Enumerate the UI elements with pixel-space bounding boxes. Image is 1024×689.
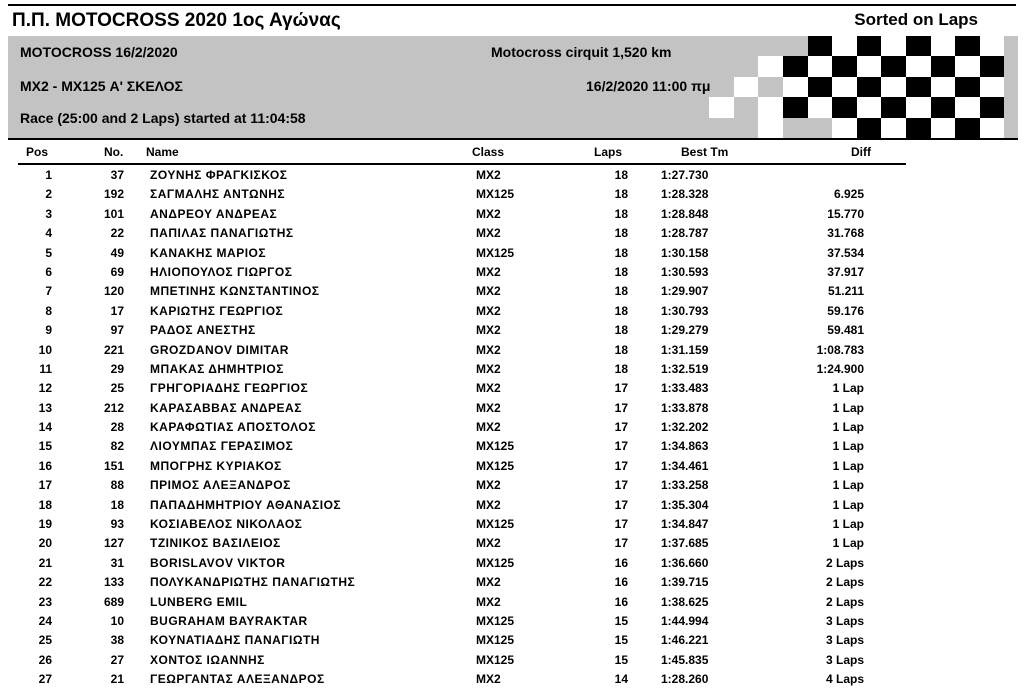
pos-cell: 17 [38, 478, 52, 493]
class-cell: MX125 [476, 245, 515, 260]
class-cell: MX2 [476, 594, 501, 609]
flag-square [906, 77, 931, 97]
table-row [0, 301, 1024, 320]
rider-name-cell: ΚΑΡΙΩΤΗΣ ΓΕΩΡΓΙΟΣ [150, 303, 284, 318]
pos-cell: 25 [38, 633, 52, 648]
rider-name-cell: ΠΑΠΑΔΗΜΗΤΡΙΟΥ ΑΘΑΝΑΣΙΟΣ [150, 497, 342, 512]
table-row [0, 592, 1024, 611]
table-row [0, 320, 1024, 339]
laps-cell: 16 [614, 555, 628, 570]
best-time-cell: 1:38.625 [661, 594, 709, 609]
best-time-cell: 1:33.878 [661, 400, 709, 415]
number-cell: 28 [110, 420, 124, 435]
pos-cell: 10 [38, 342, 52, 357]
number-cell: 27 [110, 652, 124, 667]
col-best: Best Tm [681, 145, 729, 159]
pos-cell: 22 [38, 575, 52, 590]
number-cell: 29 [110, 361, 124, 376]
best-time-cell: 1:35.304 [661, 497, 709, 512]
number-cell: 38 [110, 633, 124, 648]
laps-cell: 14 [614, 672, 628, 687]
class-cell: MX125 [476, 633, 515, 648]
flag-square [980, 56, 1005, 76]
table-row [0, 669, 1024, 688]
flag-square [955, 77, 980, 97]
flag-square [980, 77, 1005, 97]
rider-name-cell: ΜΠΕΤΙΝΗΣ ΚΩΝΣΤΑΝΤΙΝΟΣ [150, 284, 320, 299]
diff-cell: 1 Lap [832, 420, 864, 435]
number-cell: 133 [103, 575, 124, 590]
pos-cell: 24 [38, 613, 52, 628]
table-row [0, 340, 1024, 359]
laps-cell: 18 [614, 323, 628, 338]
best-time-cell: 1:30.158 [661, 245, 709, 260]
laps-cell: 18 [614, 226, 628, 241]
best-time-cell: 1:34.847 [661, 517, 709, 532]
table-row [0, 378, 1024, 397]
laps-cell: 17 [614, 517, 628, 532]
table-header [0, 145, 1024, 163]
number-cell: 221 [103, 342, 124, 357]
laps-cell: 18 [614, 303, 628, 318]
table-row [0, 572, 1024, 591]
diff-cell: 59.176 [827, 303, 864, 318]
diff-cell: 2 Laps [825, 575, 864, 590]
flag-square [758, 118, 783, 138]
rider-name-cell: GROZDANOV DIMITAR [150, 342, 289, 357]
laps-cell: 17 [614, 536, 628, 551]
col-laps: Laps [594, 145, 623, 159]
circuit-info: Motocross cirquit 1,520 km [491, 44, 672, 60]
diff-cell: 1 Lap [832, 458, 864, 473]
title-bar [8, 4, 1016, 36]
rider-name-cell: ΓΕΩΡΓΑΝΤΑΣ ΑΛΕΞΑΝΔΡΟΣ [150, 672, 325, 687]
laps-cell: 18 [614, 168, 628, 182]
diff-cell: 1 Lap [832, 478, 864, 493]
best-time-cell: 1:34.461 [661, 458, 709, 473]
col-pos: Pos [26, 145, 49, 159]
rider-name-cell: ΧΟΝΤΟΣ ΙΩΑΝΝΗΣ [150, 652, 265, 667]
class-cell: MX2 [476, 303, 501, 318]
flag-square [808, 77, 833, 97]
laps-cell: 16 [614, 575, 628, 590]
diff-cell: 4 Laps [825, 672, 864, 687]
number-cell: 151 [103, 458, 124, 473]
laps-cell: 18 [614, 245, 628, 260]
flag-square [881, 56, 906, 76]
best-time-cell: 1:28.787 [661, 226, 709, 241]
flag-square [783, 97, 808, 117]
page-title: Π.Π. MOTOCROSS 2020 1ος Αγώνας [12, 10, 341, 31]
diff-cell: 3 Laps [825, 613, 864, 628]
best-time-cell: 1:32.519 [661, 361, 709, 376]
class-cell: MX2 [476, 536, 501, 551]
number-cell: 88 [110, 478, 124, 493]
pos-cell: 7 [45, 284, 52, 299]
class-cell: MX2 [476, 420, 501, 435]
flag-square [955, 56, 980, 76]
diff-cell: 1 Lap [832, 439, 864, 454]
pos-cell: 27 [38, 672, 52, 687]
rider-name-cell: ΜΠΟΓΡΗΣ ΚΥΡΙΑΚΟΣ [150, 458, 282, 473]
number-cell: 192 [103, 187, 124, 202]
pos-cell: 9 [45, 323, 52, 338]
pos-cell: 12 [38, 381, 52, 396]
class-cell: MX125 [476, 439, 515, 454]
number-cell: 17 [110, 303, 124, 318]
table-row [0, 165, 1024, 184]
pos-cell: 3 [45, 206, 52, 221]
class-cell: MX2 [476, 168, 501, 182]
diff-cell: 3 Laps [825, 652, 864, 667]
laps-cell: 18 [614, 342, 628, 357]
event-name: MOTOCROSS 16/2/2020 [20, 44, 178, 60]
laps-cell: 17 [614, 381, 628, 396]
pos-cell: 26 [38, 652, 52, 667]
number-cell: 689 [103, 594, 124, 609]
number-cell: 69 [110, 264, 124, 279]
flag-square [808, 56, 833, 76]
best-time-cell: 1:37.685 [661, 536, 709, 551]
pos-cell: 20 [38, 536, 52, 551]
table-row [0, 398, 1024, 417]
table-row [0, 184, 1024, 203]
col-diff: Diff [851, 145, 871, 159]
laps-cell: 18 [614, 206, 628, 221]
flag-square [808, 97, 833, 117]
diff-cell: 1 Lap [832, 400, 864, 415]
diff-cell: 1 Lap [832, 381, 864, 396]
rider-name-cell: ΚΟΥΝΑΤΙΑΔΗΣ ΠΑΝΑΓΙΩΤΗ [150, 633, 320, 648]
flag-square [931, 118, 956, 138]
flag-square [783, 77, 808, 97]
rider-name-cell: ΚΑΝΑΚΗΣ ΜΑΡΙΟΣ [150, 245, 267, 260]
laps-cell: 16 [614, 594, 628, 609]
table-row [0, 417, 1024, 436]
pos-cell: 19 [38, 517, 52, 532]
number-cell: 127 [103, 536, 124, 551]
pos-cell: 8 [45, 303, 52, 318]
col-no: No. [104, 145, 124, 159]
class-cell: MX125 [476, 555, 515, 570]
laps-cell: 15 [614, 613, 628, 628]
flag-square [906, 118, 931, 138]
number-cell: 18 [110, 497, 124, 512]
best-time-cell: 1:29.907 [661, 284, 709, 299]
rider-name-cell: ΗΛΙΟΠΟΥΛΟΣ ΓΙΩΡΓΟΣ [150, 264, 293, 279]
laps-cell: 15 [614, 633, 628, 648]
number-cell: 120 [103, 284, 124, 299]
table-row [0, 533, 1024, 552]
pos-cell: 5 [45, 245, 52, 260]
laps-cell: 17 [614, 420, 628, 435]
flag-square [857, 56, 882, 76]
pos-cell: 6 [45, 264, 52, 279]
rider-name-cell: ΣΑΓΜΑΛΗΣ ΑΝΤΩΝΗΣ [150, 187, 286, 202]
rider-name-cell: ΓΡΗΓΟΡΙΑΔΗΣ ΓΕΩΡΓΙΟΣ [150, 381, 309, 396]
number-cell: 97 [110, 323, 124, 338]
class-cell: MX125 [476, 613, 515, 628]
diff-cell: 2 Laps [825, 555, 864, 570]
table-row [0, 611, 1024, 630]
table-row [0, 456, 1024, 475]
number-cell: 10 [110, 613, 124, 628]
number-cell: 93 [110, 517, 124, 532]
table-row [0, 281, 1024, 300]
diff-cell: 37.917 [827, 264, 864, 279]
class-cell: MX125 [476, 652, 515, 667]
class-cell: MX125 [476, 517, 515, 532]
flag-square [832, 56, 857, 76]
diff-cell: 37.534 [827, 245, 864, 260]
diff-cell: 1:24.900 [816, 361, 864, 376]
col-class: Class [472, 145, 505, 159]
pos-cell: 18 [38, 497, 52, 512]
diff-cell: 1 Lap [832, 517, 864, 532]
class-cell: MX125 [476, 458, 515, 473]
class-cell: MX2 [476, 226, 501, 241]
laps-cell: 17 [614, 497, 628, 512]
number-cell: 22 [110, 226, 124, 241]
best-time-cell: 1:44.994 [661, 613, 709, 628]
best-time-cell: 1:27.730 [661, 168, 709, 182]
table-row [0, 204, 1024, 223]
number-cell: 212 [103, 400, 124, 415]
best-time-cell: 1:33.483 [661, 381, 709, 396]
flag-square [734, 77, 759, 97]
flag-square [832, 77, 857, 97]
flag-square [881, 97, 906, 117]
rider-name-cell: ΤΖΙΝΙΚΟΣ ΒΑΣΙΛΕΙΟΣ [150, 536, 281, 551]
diff-cell: 51.211 [827, 284, 864, 299]
flag-square [931, 56, 956, 76]
flag-square [980, 118, 1005, 138]
best-time-cell: 1:31.159 [661, 342, 709, 357]
class-cell: MX125 [476, 187, 515, 202]
table-row [0, 223, 1024, 242]
best-time-cell: 1:28.328 [661, 187, 709, 202]
laps-cell: 17 [614, 458, 628, 473]
class-cell: MX2 [476, 575, 501, 590]
number-cell: 82 [110, 439, 124, 454]
diff-cell: 1:08.783 [816, 342, 864, 357]
class-cell: MX2 [476, 361, 501, 376]
best-time-cell: 1:30.593 [661, 264, 709, 279]
table-row [0, 262, 1024, 281]
class-cell: MX2 [476, 497, 501, 512]
number-cell: 37 [110, 168, 124, 182]
number-cell: 25 [110, 381, 124, 396]
rider-name-cell: ΖΟΥΝΗΣ ΦΡΑΓΚΙΣΚΟΣ [150, 168, 288, 182]
table-row [0, 359, 1024, 378]
flag-square [881, 77, 906, 97]
flag-square [881, 118, 906, 138]
laps-cell: 18 [614, 264, 628, 279]
rider-name-cell: ΜΠΑΚΑΣ ΔΗΜΗΤΡΙΟΣ [150, 361, 284, 376]
laps-cell: 18 [614, 361, 628, 376]
table-row [0, 650, 1024, 669]
class-cell: MX2 [476, 478, 501, 493]
rider-name-cell: ΚΑΡΑΣΑΒΒΑΣ ΑΝΔΡΕΑΣ [150, 400, 302, 415]
best-time-cell: 1:33.258 [661, 478, 709, 493]
pos-cell: 21 [38, 555, 52, 570]
diff-cell: 59.481 [827, 323, 864, 338]
laps-cell: 18 [614, 187, 628, 202]
pos-cell: 11 [39, 361, 52, 376]
class-cell: MX2 [476, 400, 501, 415]
class-cell: MX2 [476, 323, 501, 338]
results-table [0, 165, 1024, 689]
col-name: Name [146, 145, 179, 159]
diff-cell: 15.770 [827, 206, 864, 221]
table-row [0, 475, 1024, 494]
rider-name-cell: ΚΑΡΑΦΩΤΙΑΣ ΑΠΟΣΤΟΛΟΣ [150, 420, 316, 435]
rider-name-cell: BUGRAHAM BAYRAKTAR [150, 613, 308, 628]
rider-name-cell: LUNBERG EMIL [150, 594, 248, 609]
sort-label: Sorted on Laps [854, 10, 978, 29]
table-row [0, 630, 1024, 649]
flag-square [931, 36, 956, 56]
flag-square [955, 118, 980, 138]
flag-square [955, 97, 980, 117]
flag-square [832, 97, 857, 117]
diff-cell: 6.925 [833, 187, 864, 202]
laps-cell: 17 [614, 439, 628, 454]
pos-cell: 4 [45, 226, 52, 241]
flag-square [980, 97, 1005, 117]
table-row [0, 436, 1024, 455]
flag-square [931, 97, 956, 117]
flag-square [857, 118, 882, 138]
rider-name-cell: ΠΟΛΥΚΑΝΔΡΙΩΤΗΣ ΠΑΝΑΓΙΩΤΗΣ [150, 575, 356, 590]
diff-cell: 1 Lap [832, 536, 864, 551]
table-row [0, 495, 1024, 514]
rider-name-cell: ΛΙΟΥΜΠΑΣ ΓΕΡΑΣΙΜΟΣ [150, 439, 294, 454]
best-time-cell: 1:28.848 [661, 206, 709, 221]
table-row [0, 553, 1024, 572]
laps-cell: 17 [614, 478, 628, 493]
number-cell: 21 [110, 672, 124, 687]
table-row [0, 514, 1024, 533]
number-cell: 49 [110, 245, 124, 260]
class-cell: MX2 [476, 672, 501, 687]
flag-square [857, 77, 882, 97]
pos-cell: 15 [38, 439, 52, 454]
rider-name-cell: ΚΟΣΙΑΒΕΛΟΣ ΝΙΚΟΛΑΟΣ [150, 517, 303, 532]
best-time-cell: 1:39.715 [661, 575, 709, 590]
flag-square [857, 36, 882, 56]
flag-square [980, 36, 1005, 56]
pos-cell: 14 [38, 420, 52, 435]
flag-square [832, 118, 857, 138]
laps-cell: 17 [614, 400, 628, 415]
flag-square [906, 56, 931, 76]
flag-square [808, 36, 833, 56]
best-time-cell: 1:46.221 [661, 633, 709, 648]
rider-name-cell: ΠΑΠΙΛΑΣ ΠΑΝΑΓΙΩΤΗΣ [150, 226, 294, 241]
race-datetime: 16/2/2020 11:00 πμ [586, 78, 711, 94]
best-time-cell: 1:30.793 [661, 303, 709, 318]
diff-cell: 2 Laps [825, 594, 864, 609]
best-time-cell: 1:45.835 [661, 652, 709, 667]
flag-square [709, 97, 734, 117]
flag-square [832, 36, 857, 56]
pos-cell: 1 [45, 168, 52, 182]
flag-square [955, 36, 980, 56]
flag-square [906, 36, 931, 56]
race-class: MX2 - MX125 Α' ΣΚΕΛΟΣ [20, 78, 183, 94]
rider-name-cell: ΡΑΔΟΣ ΑΝΕΣΤΗΣ [150, 323, 256, 338]
pos-cell: 16 [38, 458, 52, 473]
rider-name-cell: ΑΝΔΡΕΟΥ ΑΝΔΡΕΑΣ [150, 206, 278, 221]
best-time-cell: 1:36.660 [661, 555, 709, 570]
flag-square [783, 56, 808, 76]
best-time-cell: 1:29.279 [661, 323, 709, 338]
laps-cell: 18 [614, 284, 628, 299]
diff-cell: 3 Laps [825, 633, 864, 648]
flag-square [881, 36, 906, 56]
flag-square [758, 56, 783, 76]
pos-cell: 13 [38, 400, 52, 415]
flag-square [906, 97, 931, 117]
flag-square [758, 97, 783, 117]
rider-name-cell: BORISLAVOV VIKTOR [150, 555, 286, 570]
number-cell: 31 [110, 555, 124, 570]
rider-name-cell: ΠΡΙΜΟΣ ΑΛΕΞΑΝΔΡΟΣ [150, 478, 291, 493]
class-cell: MX2 [476, 264, 501, 279]
pos-cell: 23 [38, 594, 52, 609]
laps-cell: 15 [614, 652, 628, 667]
table-row [0, 243, 1024, 262]
class-cell: MX2 [476, 206, 501, 221]
flag-square [931, 77, 956, 97]
best-time-cell: 1:34.863 [661, 439, 709, 454]
race-start-info: Race (25:00 and 2 Laps) started at 11:04:58 [20, 110, 306, 126]
race-info-box [8, 36, 1018, 140]
flag-square [857, 97, 882, 117]
class-cell: MX2 [476, 342, 501, 357]
checkered-flag-graphic [648, 36, 1018, 138]
best-time-cell: 1:32.202 [661, 420, 709, 435]
pos-cell: 2 [45, 187, 52, 202]
class-cell: MX2 [476, 284, 501, 299]
number-cell: 101 [103, 206, 124, 221]
best-time-cell: 1:28.260 [661, 672, 709, 687]
diff-cell: 31.768 [827, 226, 864, 241]
diff-cell: 1 Lap [832, 497, 864, 512]
class-cell: MX2 [476, 381, 501, 396]
